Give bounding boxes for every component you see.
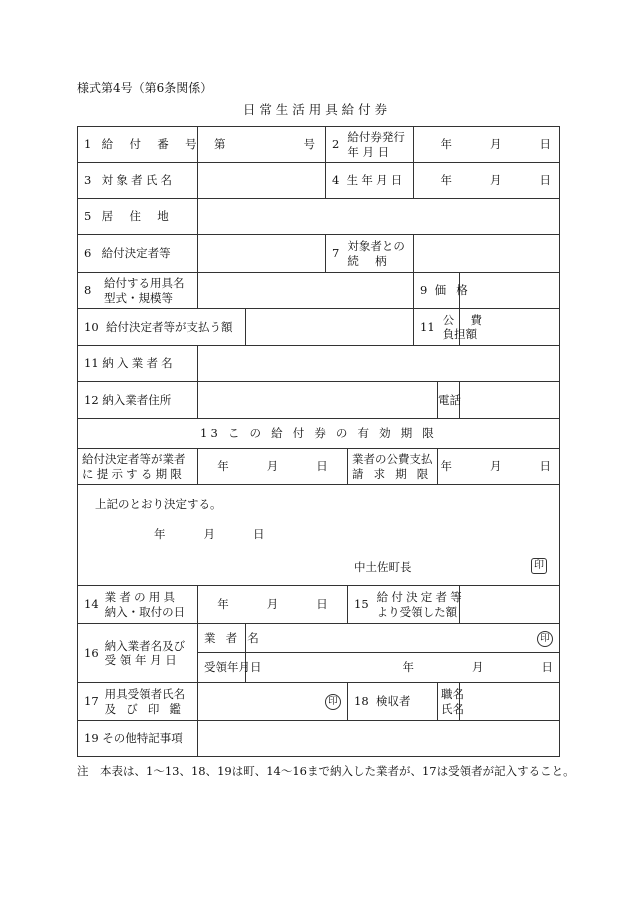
field-label: 年 月 日: [347, 144, 390, 159]
recipient-field[interactable]: [198, 235, 326, 273]
row-11: [78, 346, 560, 382]
row-10: [78, 309, 560, 346]
field-label: 用具受領者氏名: [104, 687, 186, 702]
row-number: 10: [84, 319, 99, 334]
row-17: [78, 683, 560, 721]
claim-deadline-field[interactable]: [438, 449, 560, 485]
row-number: 15: [354, 597, 369, 612]
voucher-number-field[interactable]: [198, 127, 326, 163]
year-text: 年: [154, 527, 166, 541]
section-title: 13 こ の 給 付 券 の 有 効 期 限: [200, 426, 438, 441]
month-text: 月: [266, 459, 279, 474]
field-label: 給付する用具名: [104, 276, 185, 291]
month-text: 月: [490, 173, 502, 188]
label-cell: [78, 624, 198, 683]
label-cell: [348, 683, 438, 721]
day-text: 日: [316, 597, 328, 612]
field-label: 及 び 印 鑑: [104, 701, 185, 716]
row-number: 16: [84, 645, 99, 660]
row-16-supplier: [78, 624, 560, 653]
label-cell: [414, 273, 471, 309]
year-text: 年: [402, 660, 415, 675]
field-label: 受領年月日: [204, 660, 262, 675]
row-3: [78, 163, 560, 199]
row-number: 3: [84, 173, 92, 188]
field-label: 価 格: [434, 283, 471, 298]
month-text: 月: [490, 137, 502, 152]
label-cell: [348, 586, 465, 624]
field-label: 納入業者住所: [102, 392, 172, 407]
row-6: [78, 235, 560, 273]
row-number: 1: [84, 137, 92, 152]
supplier-address-field[interactable]: [198, 382, 438, 419]
field-label: 対象者との: [347, 239, 405, 254]
issue-date-field[interactable]: [414, 127, 560, 163]
row-number: 14: [84, 597, 99, 612]
field-label: より受領した額: [376, 604, 458, 619]
day-text: 日: [539, 173, 552, 188]
decision-date[interactable]: [154, 527, 265, 541]
year-text: 年: [440, 137, 453, 152]
supplier-signature-field[interactable]: [246, 624, 560, 653]
field-label: 居 住 地: [101, 209, 176, 224]
label-cell: [78, 127, 203, 163]
form-number: 様式第4号（第6条関係）: [77, 81, 213, 95]
row-number: 11: [420, 319, 435, 334]
row-number: 12: [84, 392, 99, 407]
field-label: 納入業者名: [102, 356, 176, 371]
field-label: 生年月日: [346, 173, 406, 188]
field-label: 電話: [438, 392, 462, 407]
row-number: 19: [84, 731, 99, 746]
label-cell: [78, 683, 198, 721]
label-cell: [78, 721, 198, 757]
year-text: 年: [217, 597, 229, 612]
row-number: 4: [332, 173, 340, 188]
day-text: 日: [539, 459, 552, 474]
inspector-field[interactable]: [460, 683, 560, 721]
delivery-date-field[interactable]: [198, 586, 348, 624]
field-label: 対象者氏名: [101, 173, 176, 188]
row-number: 17: [84, 694, 99, 709]
field-label: 給 付 番 号: [101, 137, 203, 152]
footnote: 注 本表は、1〜13、18、19は町、14〜16まで納入した業者が、17は受領者が記入すること。: [77, 764, 575, 778]
row-13-detail: [78, 449, 560, 485]
row-number: 18: [354, 694, 369, 709]
received-amount-field[interactable]: [460, 586, 560, 624]
row-19: [78, 721, 560, 757]
label-cell: [78, 449, 198, 485]
label-cell: [78, 273, 198, 309]
label-cell: [78, 163, 198, 199]
document-title: 日 常 生 活 用 具 給 付 券: [242, 102, 388, 117]
year-text: 年: [440, 173, 453, 188]
row-8: [78, 273, 560, 309]
year-text: 年: [217, 459, 229, 474]
row-number: 6: [84, 246, 92, 261]
decision-text: 上記のとおり決定する。: [95, 497, 222, 511]
row-number: 7: [332, 246, 340, 261]
field-label: 受 領 年 月 日: [104, 653, 177, 667]
row-5: [78, 199, 560, 235]
receipt-date-field[interactable]: [246, 653, 560, 683]
benefit-voucher-table: [77, 126, 560, 757]
label-cell: [326, 163, 414, 199]
field-label: 負担額: [442, 327, 478, 341]
row-14: [78, 586, 560, 624]
row-number: 8: [84, 283, 92, 298]
field-label: 請 求 期 限: [352, 466, 432, 481]
field-label: 公 費: [442, 312, 489, 327]
label-cell: [78, 235, 198, 273]
relationship-field[interactable]: [414, 235, 560, 273]
suffix-text: 号: [303, 137, 315, 152]
field-label: 給付決定者等: [376, 590, 465, 605]
day-text: 日: [316, 459, 328, 474]
row-number: 5: [84, 209, 92, 224]
label-cell: [326, 127, 414, 163]
decision-block: [78, 485, 560, 586]
field-label: に提示する期限: [82, 466, 186, 481]
equipment-name-field[interactable]: [198, 273, 414, 309]
label-cell: [198, 653, 262, 683]
row-12: [78, 382, 560, 419]
label-cell: [198, 624, 262, 653]
section-header: [78, 419, 560, 449]
field-label: 続 柄: [347, 253, 393, 268]
field-label: 給付券発行: [347, 130, 405, 145]
field-label: 業者の公費支払: [352, 452, 433, 467]
field-label: 給付決定者等が支払う額: [105, 319, 233, 334]
birth-date-field[interactable]: [414, 163, 560, 199]
field-label: 検収者: [375, 694, 411, 709]
label-cell: [348, 449, 438, 485]
price-field[interactable]: [460, 273, 560, 309]
label-cell: [326, 235, 414, 273]
label-cell: [438, 382, 460, 419]
mayor-title: 中土佐町長: [354, 560, 412, 574]
field-label: 型式・規模等: [104, 290, 173, 305]
row-1: [78, 127, 560, 163]
address-field[interactable]: [198, 199, 560, 235]
seal-icon: 印: [537, 631, 553, 647]
row-number: 9: [420, 283, 428, 298]
label-cell: [78, 346, 198, 382]
remarks-field[interactable]: [198, 721, 560, 757]
field-label: 氏名: [441, 701, 465, 716]
field-label: その他特記事項: [102, 731, 183, 746]
label-cell: [414, 309, 489, 346]
field-label: 業者の用具: [104, 590, 179, 605]
month-text: 月: [472, 660, 484, 675]
day-text: 日: [541, 660, 554, 675]
month-text: 月: [490, 459, 502, 474]
supplier-name-field[interactable]: [198, 346, 560, 382]
prefix-text: 第: [214, 137, 226, 152]
field-label: 給付決定者等が業者: [82, 452, 186, 467]
field-label: 給付決定者等: [101, 246, 171, 261]
label-cell: [78, 309, 246, 346]
field-label: 職名: [441, 687, 465, 702]
row-number: 11: [84, 356, 99, 371]
decision-cell: [78, 485, 560, 586]
day-text: 日: [253, 527, 265, 541]
month-text: 月: [266, 597, 279, 612]
label-cell: [78, 382, 198, 419]
label-cell: [438, 683, 465, 721]
seal-icon: 印: [531, 558, 547, 574]
row-13-header: [78, 419, 560, 449]
field-label: 業 者 名: [204, 630, 262, 645]
row-number: 2: [332, 137, 340, 152]
subject-name-field[interactable]: [198, 163, 326, 199]
year-text: 年: [440, 459, 453, 474]
field-label: 納入・取付の日: [104, 604, 186, 619]
presentation-deadline-field[interactable]: [198, 449, 348, 485]
phone-field[interactable]: [460, 382, 560, 419]
label-cell: [78, 199, 198, 235]
recipient-signature-field[interactable]: [198, 683, 348, 721]
month-text: 月: [203, 527, 215, 541]
day-text: 日: [539, 137, 552, 152]
field-label: 納入業者名及び: [104, 638, 186, 653]
label-cell: [78, 586, 198, 624]
seal-icon: 印: [325, 694, 341, 710]
payment-amount-field[interactable]: [246, 309, 414, 346]
